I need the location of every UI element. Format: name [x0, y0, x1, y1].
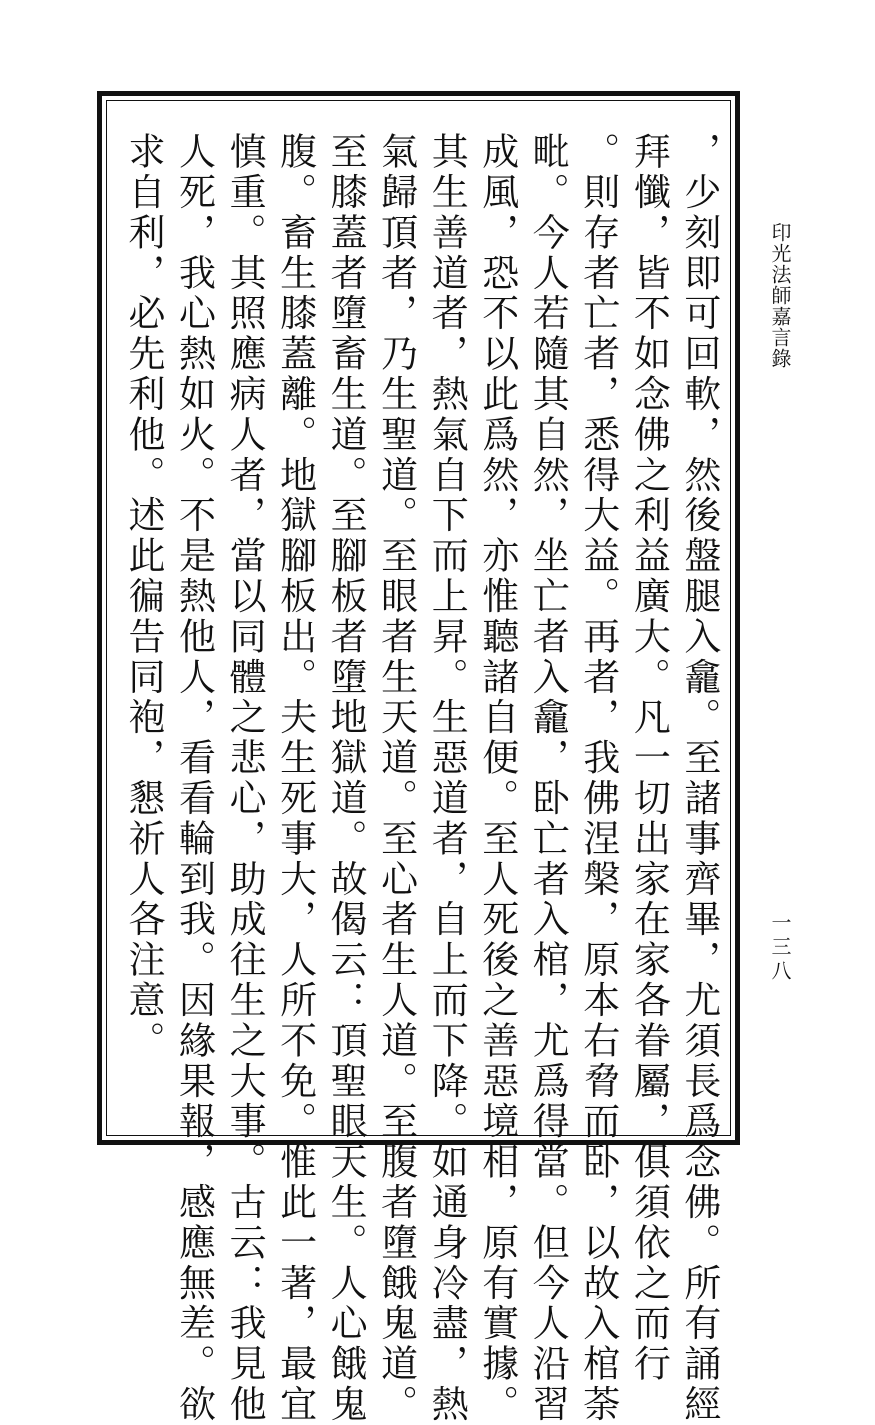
- text-column-2: 拜懺，皆不如念佛之利益廣大。凡一切出家在家各眷屬，俱須依之而行: [627, 132, 671, 1385]
- text-column-10: 慎重。其照應病人者，當以同體之悲心，助成往生之大事。古云：我見他: [223, 132, 267, 1425]
- main-text-block: [118, 132, 724, 1425]
- page-number: 一三八: [768, 912, 792, 984]
- text-column-1: ，少刻即可回軟，然後盤腿入龕。至諸事齊畢，尤須長爲念佛。所有誦經: [677, 132, 721, 1425]
- text-column-3: 。則存者亡者，悉得大益。再者，我佛涅槃，原本右脅而卧，以故入棺荼: [576, 132, 620, 1425]
- text-column-6: 其生善道者，熱氣自下而上昇。生惡道者，自上而下降。如通身冷盡，熱: [425, 132, 469, 1425]
- text-column-12: 求自利，必先利他。述此徧告同袍，懇祈人各注意。: [122, 132, 165, 1062]
- text-column-5: 成風，恐不以此爲然，亦惟聽諸自便。至人死後之善惡境相，原有實據。: [475, 132, 519, 1425]
- running-title: 印光法師嘉言錄: [768, 222, 792, 369]
- text-column-8: 至膝蓋者墮畜生道。至腳板者墮地獄道。故偈云：頂聖眼天生。人心餓鬼: [324, 132, 368, 1425]
- text-column-4: 毗。今人若隨其自然，坐亡者入龕，卧亡者入棺，尤爲得當。但今人沿習: [526, 132, 570, 1425]
- text-column-11: 人死，我心熱如火。不是熱他人，看看輪到我。因緣果報，感應無差。欲: [172, 132, 216, 1425]
- text-column-9: 腹。畜生膝蓋離。地獄腳板出。夫生死事大，人所不免。惟此一著，最宜: [273, 132, 317, 1425]
- text-column-7: 氣歸頂者，乃生聖道。至眼者生天道。至心者生人道。至腹者墮餓鬼道。: [374, 132, 418, 1425]
